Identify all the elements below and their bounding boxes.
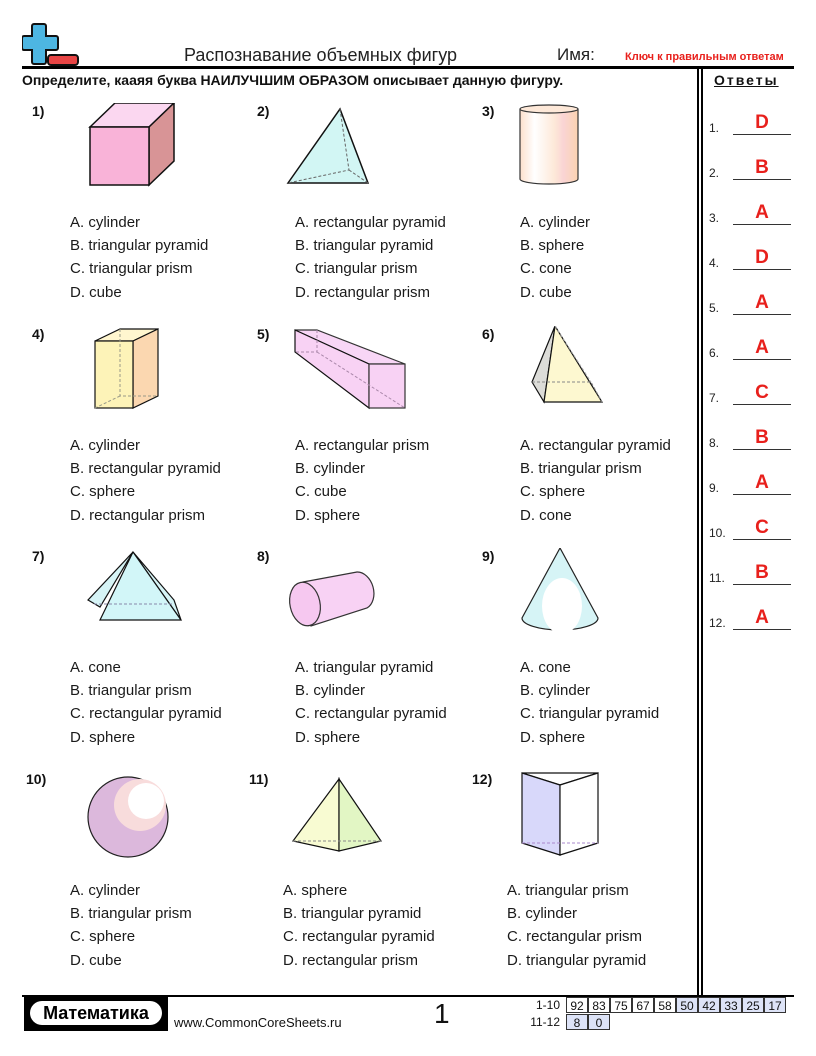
header-divider (22, 66, 794, 69)
answer-letter: A (755, 202, 769, 223)
option-b: B. cylinder (295, 460, 366, 478)
answer-number: 2. (709, 166, 720, 180)
option-c: C. sphere (70, 483, 136, 501)
option-a: A. sphere (283, 882, 348, 899)
cylinder-horizontal-icon (285, 548, 425, 648)
question-7 (32, 548, 252, 768)
option-a: A. triangular prism (507, 882, 629, 899)
question-2 (257, 103, 477, 323)
answer-number: 4. (709, 256, 720, 270)
option-a: A. rectangular prism (295, 437, 430, 454)
option-d: D. sphere (295, 728, 361, 746)
question-number: 6) (482, 326, 495, 342)
score-cell: 17 (764, 997, 786, 1013)
option-d: D. rectangular prism (283, 951, 419, 969)
option-a: A. cylinder (70, 214, 141, 231)
question-9 (482, 548, 702, 768)
option-d: D. cone (520, 506, 572, 524)
option-d: D. sphere (520, 728, 586, 746)
answer-line (733, 584, 791, 585)
answer-row (709, 428, 799, 450)
answer-options (520, 211, 590, 304)
answer-line (733, 314, 791, 315)
option-c: C. sphere (70, 928, 136, 946)
triangular-pyramid-icon (277, 771, 417, 871)
question-1 (32, 103, 252, 323)
cone-icon (510, 548, 650, 648)
option-b: B. triangular prism (520, 460, 642, 478)
worksheet-title: Распознавание объемных фигур (184, 45, 458, 65)
option-c: C. sphere (520, 483, 586, 501)
answer-number: 10. (709, 526, 726, 540)
score-row-label: 1-10 (535, 998, 560, 1012)
triangular-prism-icon (500, 771, 640, 871)
answer-row (709, 338, 799, 360)
score-cell: 42 (698, 997, 720, 1013)
question-number: 4) (32, 326, 45, 342)
answer-key-label: Ключ к правильным ответам (625, 51, 784, 63)
question-8 (257, 548, 477, 768)
score-table (520, 997, 800, 1037)
answer-letter: B (755, 427, 769, 448)
answer-options (295, 656, 447, 749)
option-d: D. sphere (70, 728, 136, 746)
option-a: A. cylinder (70, 437, 141, 454)
score-cell: 33 (720, 997, 742, 1013)
option-d: D. sphere (295, 506, 361, 524)
answer-letter: C (755, 382, 769, 403)
question-number: 9) (482, 548, 495, 564)
brand-label: Математика (30, 1001, 162, 1025)
score-cell: 8 (566, 1014, 588, 1030)
option-c: C. triangular prism (70, 260, 193, 278)
answer-line (733, 269, 791, 270)
option-c: C. triangular prism (295, 260, 418, 278)
question-3 (482, 103, 702, 323)
option-b: B. triangular prism (70, 682, 192, 700)
question-4 (32, 326, 252, 546)
option-c: C. rectangular pyramid (295, 705, 447, 723)
answer-letter: B (755, 562, 769, 583)
answer-letter: A (755, 472, 769, 493)
answer-line (733, 179, 791, 180)
option-d: D. cube (70, 951, 122, 969)
option-b: B. rectangular pyramid (70, 460, 221, 478)
answer-row (709, 563, 799, 585)
answer-options (520, 656, 659, 749)
answer-row (709, 608, 799, 630)
answer-letter: D (755, 247, 769, 268)
option-c: C. cone (520, 260, 572, 278)
answer-options (283, 879, 435, 972)
option-b: B. triangular pyramid (283, 905, 422, 923)
rectangular-pyramid-icon (510, 326, 650, 426)
answer-row (709, 518, 799, 540)
cylinder-icon (510, 103, 650, 203)
question-6 (482, 326, 702, 546)
answer-line (733, 539, 791, 540)
answer-options (295, 211, 446, 304)
answer-row (709, 293, 799, 315)
brand-logo (24, 997, 168, 1031)
answer-row (709, 248, 799, 270)
answer-letter: C (755, 517, 769, 538)
option-d: D. rectangular prism (70, 506, 206, 524)
option-c: C. triangular pyramid (520, 705, 660, 723)
question-number: 3) (482, 103, 495, 119)
option-c: C. rectangular pyramid (283, 928, 435, 946)
answer-options (295, 434, 429, 527)
answer-line (733, 134, 791, 135)
option-b: B. cylinder (507, 905, 578, 923)
option-a: A. rectangular pyramid (520, 437, 671, 454)
option-c: C. rectangular pyramid (70, 705, 222, 723)
question-10 (26, 771, 246, 991)
score-cell: 50 (676, 997, 698, 1013)
question-number: 7) (32, 548, 45, 564)
answer-options (70, 879, 192, 972)
option-c: C. rectangular prism (507, 928, 643, 946)
triangular-pyramid-icon (285, 103, 425, 203)
answer-row (709, 113, 799, 135)
answer-line (733, 404, 791, 405)
question-number: 2) (257, 103, 270, 119)
option-a: A. cylinder (520, 214, 591, 231)
option-a: A. rectangular pyramid (295, 214, 446, 231)
answer-options (70, 656, 222, 749)
rectangular-prism-long-icon (285, 326, 425, 426)
plus-minus-logo-icon (22, 22, 80, 68)
option-d: D. rectangular prism (295, 283, 431, 301)
score-cell: 92 (566, 997, 588, 1013)
answer-letter: A (755, 292, 769, 313)
question-number: 10) (26, 771, 47, 787)
answer-number: 7. (709, 391, 720, 405)
option-b: B. sphere (520, 237, 585, 255)
score-cell: 75 (610, 997, 632, 1013)
score-cell: 58 (654, 997, 676, 1013)
answer-options (520, 434, 671, 527)
question-11 (249, 771, 469, 991)
answer-number: 11. (709, 571, 725, 585)
answer-letter: B (755, 157, 769, 178)
score-cell: 0 (588, 1014, 610, 1030)
option-a: A. triangular pyramid (295, 659, 434, 676)
option-a: A. cone (520, 659, 571, 676)
sphere-icon (54, 771, 194, 871)
option-b: B. cylinder (295, 682, 366, 700)
answer-row (709, 473, 799, 495)
option-b: B. triangular prism (70, 905, 192, 923)
answers-title: Ответы (714, 72, 779, 88)
option-a: A. cylinder (70, 882, 141, 899)
answer-number: 12. (709, 616, 726, 630)
answer-row (709, 203, 799, 225)
question-5 (257, 326, 477, 546)
answer-number: 5. (709, 301, 720, 315)
name-label: Имя: (557, 45, 595, 64)
question-number: 11) (249, 771, 269, 787)
instructions: Определите, кааяя буква НАИЛУЧШИМ ОБРАЗОМ описывает данную фигуру. (22, 72, 564, 88)
cube-icon (60, 103, 200, 203)
answer-number: 1. (709, 121, 720, 135)
answer-row (709, 158, 799, 180)
answer-line (733, 224, 791, 225)
rectangular-prism-icon (60, 326, 200, 426)
answer-letter: A (755, 607, 769, 628)
score-row-label: 11-12 (530, 1015, 560, 1029)
answer-line (733, 449, 791, 450)
answer-line (733, 359, 791, 360)
answer-number: 8. (709, 436, 720, 450)
option-a: A. cone (70, 659, 121, 676)
answer-number: 6. (709, 346, 720, 360)
question-number: 1) (32, 103, 45, 119)
question-number: 12) (472, 771, 493, 787)
answer-number: 3. (709, 211, 720, 225)
answer-row (709, 383, 799, 405)
score-cell: 25 (742, 997, 764, 1013)
answer-options (507, 879, 646, 972)
option-b: B. triangular pyramid (70, 237, 209, 255)
option-c: C. cube (295, 483, 347, 501)
answer-number: 9. (709, 481, 720, 495)
score-cell: 67 (632, 997, 654, 1013)
option-d: D. triangular pyramid (507, 951, 647, 969)
answer-letter: A (755, 337, 769, 358)
question-12 (472, 771, 692, 991)
question-number: 5) (257, 326, 270, 342)
answer-options (70, 434, 221, 527)
score-cell: 83 (588, 997, 610, 1013)
question-number: 8) (257, 548, 270, 564)
site-link[interactable]: www.CommonCoreSheets.ru (174, 1015, 342, 1030)
page-number: 1 (434, 998, 450, 1029)
option-d: D. cube (520, 283, 572, 301)
rectangular-pyramid-icon (60, 548, 200, 648)
option-b: B. triangular pyramid (295, 237, 434, 255)
answer-line (733, 494, 791, 495)
option-b: B. cylinder (520, 682, 591, 700)
answer-line (733, 629, 791, 630)
option-d: D. cube (70, 283, 122, 301)
answer-letter: D (755, 112, 769, 133)
answer-options (70, 211, 208, 304)
